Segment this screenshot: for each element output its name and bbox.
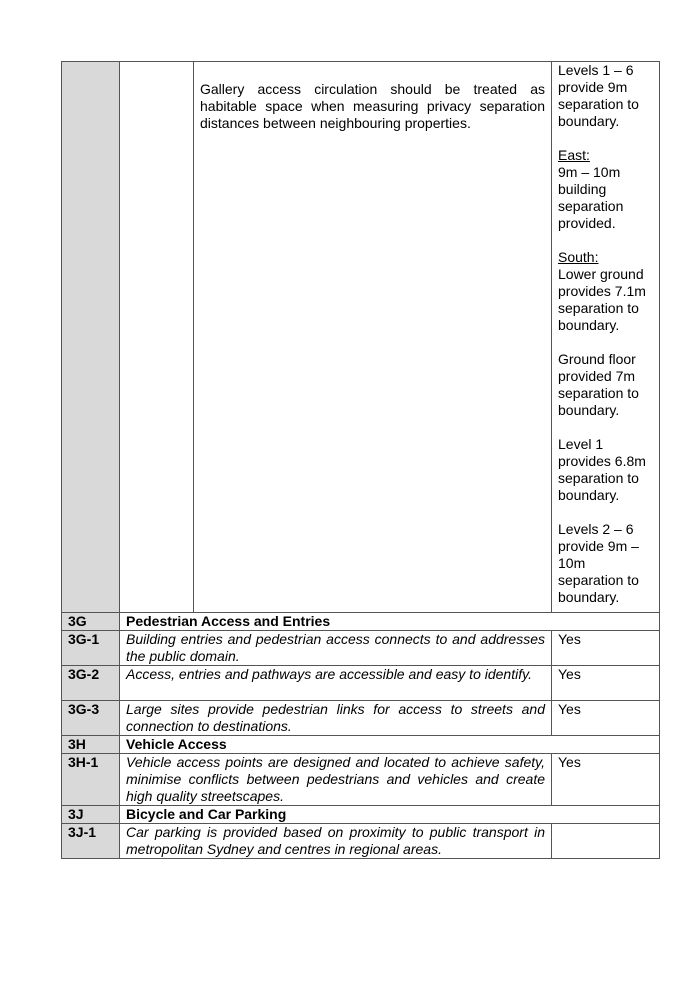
section-code: 3J [62, 806, 120, 824]
row-code: 3H-1 [62, 754, 120, 806]
section-row-3j [62, 806, 660, 824]
section-code: 3H [62, 736, 120, 754]
compliance-table [61, 61, 660, 859]
section-row-3g [62, 613, 660, 631]
row-criterion: Building entries and pedestrian access connects to and addresses the public domain. [120, 631, 552, 666]
row-criterion: Access, entries and pathways are accessible and easy to identify. [120, 666, 552, 701]
table-row [62, 701, 660, 736]
table-row [62, 62, 660, 613]
table-row [62, 666, 660, 701]
row-code: 3J-1 [62, 824, 120, 859]
south-heading: South: [558, 249, 599, 265]
section-row-3h [62, 736, 660, 754]
row-code: 3G-3 [62, 701, 120, 736]
east-heading: East: [558, 147, 590, 163]
row-status: Yes [552, 754, 660, 806]
section-title: Pedestrian Access and Entries [120, 613, 660, 631]
table-row [62, 754, 660, 806]
code-cell [62, 62, 120, 613]
section-code: 3G [62, 613, 120, 631]
section-title: Vehicle Access [120, 736, 660, 754]
row-status: Yes [552, 631, 660, 666]
row-code: 3G-1 [62, 631, 120, 666]
row-code: 3G-2 [62, 666, 120, 701]
gallery-note: Gallery access circulation should be treated as habitable space when measuring privacy separation distances between neighbouring properties. [194, 62, 552, 613]
compliance-cell: Levels 1 – 6 provide 9m separation to boundary. East: 9m – 10m building separation provided. South: Lower ground provides 7.1m separation to boundary. Ground floor provided 7m separation to boundary. Level 1 provides 6.8m separation to boundary. Levels 2 – 6 provide 9m – 10m separation to boundary. [552, 62, 660, 613]
row-status: Yes [552, 666, 660, 701]
row-status: Yes [552, 701, 660, 736]
empty-cell [120, 62, 194, 613]
section-title: Bicycle and Car Parking [120, 806, 660, 824]
row-criterion: Vehicle access points are designed and located to achieve safety, minimise conflicts between pedestrians and vehicles and create high quality streetscapes. [120, 754, 552, 806]
table-row [62, 631, 660, 666]
table-row [62, 824, 660, 859]
row-criterion: Large sites provide pedestrian links for access to streets and connection to destinations. [120, 701, 552, 736]
row-criterion: Car parking is provided based on proximity to public transport in metropolitan Sydney and centres in regional areas. [120, 824, 552, 859]
row-status [552, 824, 660, 859]
